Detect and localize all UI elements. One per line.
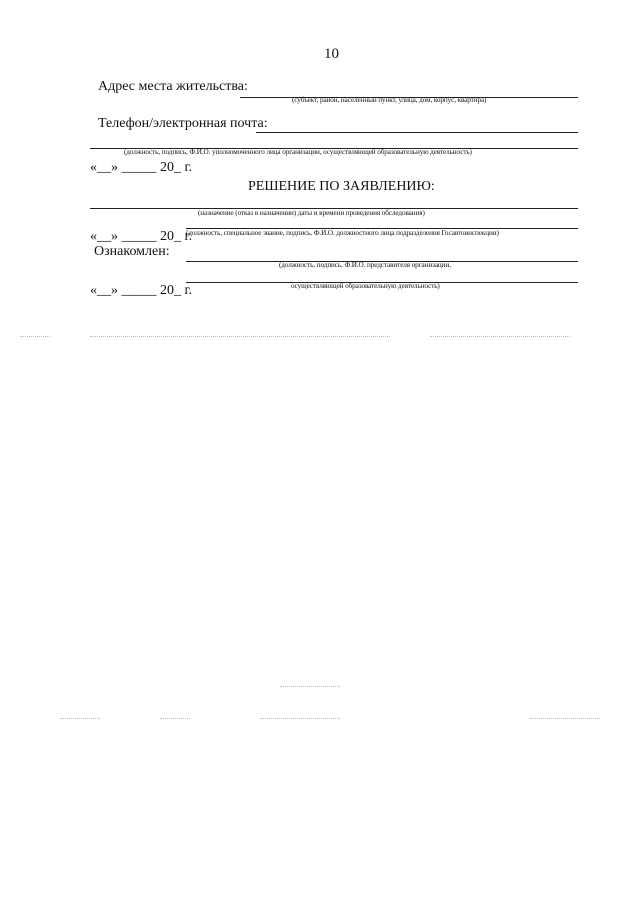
decision-caption: (назначение (отказ в назначении) даты и времени проведения обследования)	[198, 209, 425, 217]
page-number: 10	[324, 46, 339, 62]
scan-artifact	[20, 336, 50, 337]
address-label: Адрес места жительства:	[98, 79, 248, 94]
decision-heading: РЕШЕНИЕ ПО ЗАЯВЛЕНИЮ:	[248, 179, 435, 194]
acknowledged-caption-2: осуществляющей образовательную деятельность)	[291, 282, 440, 290]
address-caption: (субъект, район, населенный пункт, улица, дом, корпус, квартира)	[292, 96, 487, 104]
inspector-caption: (должность, специальное звание, подпись, Ф.И.О. должностного лица подразделения Госавтоинспекции)	[186, 229, 499, 237]
scan-artifact	[60, 718, 100, 719]
official-signature-caption: (должность, подпись, Ф.И.О. уполномоченного лица организации, осуществляющей образовательную деятельность)	[124, 148, 472, 156]
scan-artifact	[530, 718, 600, 719]
contact-label: Телефон/электронная почта:	[98, 116, 268, 131]
scan-artifact	[280, 686, 340, 687]
acknowledged-label: Ознакомлен:	[94, 244, 170, 259]
contact-field-line	[256, 132, 578, 133]
date-1: «__» _____ 20_ г.	[90, 160, 193, 175]
acknowledged-caption-1: (должность, подпись, Ф.И.О. представителя организации,	[279, 261, 451, 269]
date-3: «__» _____ 20_ г.	[90, 283, 193, 298]
scan-artifact	[90, 336, 390, 337]
scan-artifact	[430, 336, 570, 337]
scan-artifact	[160, 718, 190, 719]
scan-artifact	[260, 718, 340, 719]
date-2: «__» _____ 20_ г.	[90, 229, 193, 244]
